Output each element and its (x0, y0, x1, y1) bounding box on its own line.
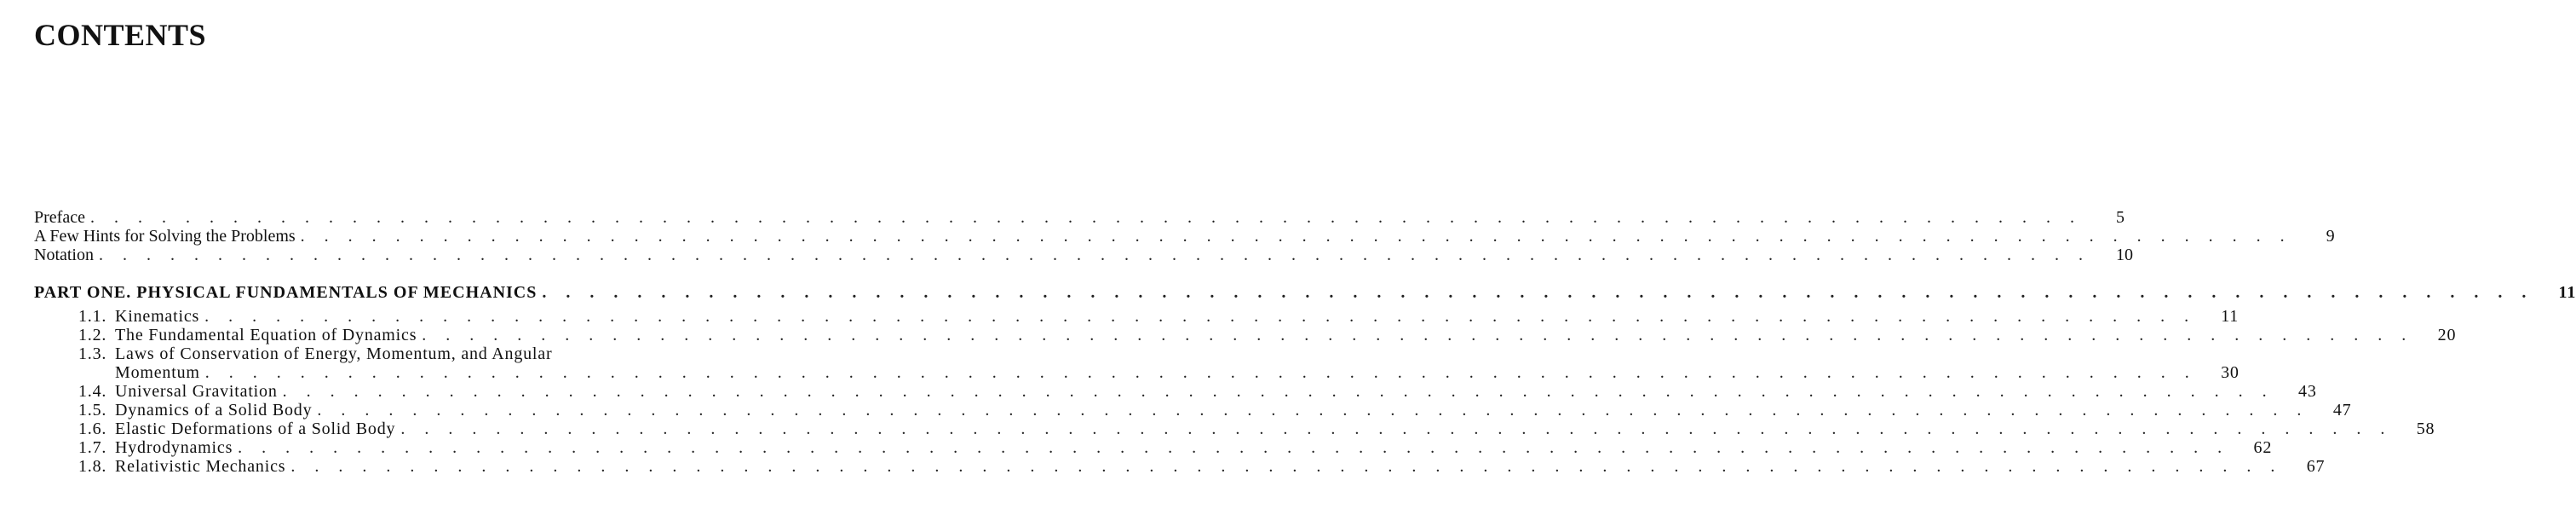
toc-page-number: 5 (2115, 208, 2125, 227)
toc-page-number: 62 (2253, 438, 2273, 457)
dot-leader: . . . . . . . . . . . . . . . . . . . . . . . . . . . . . . . . . . . . . . . . . . . . . . . . . . . . . . . . . . . . . . . . . . . . . . . . . . . . . . . . . . . . (542, 283, 2534, 302)
toc-page-number: 47 (2332, 401, 2352, 420)
dot-leader: . . . . . . . . . . . . . . . . . . . . . . . . . . . . . . . . . . . . . . . . . . . . . . . . . . . . . . . . . . . . . . . . . . . . . . . . . . . . . . . . . . . . (89, 208, 2082, 227)
toc-page-number: 11 (2221, 307, 2240, 326)
toc-entry-label: Relativistic Mechanics (115, 457, 286, 476)
toc-page-number: 30 (2221, 363, 2240, 382)
toc-page-number: 58 (2416, 420, 2435, 438)
section-number: 1.3. (78, 344, 107, 363)
toc-entry-label-continued: Momentum (115, 363, 200, 382)
dot-leader: . . . . . . . . . . . . . . . . . . . . . . . . . . . . . . . . . . . . . . . . . . . . . . . . . . . . . . . . . . . . . . . . . . . . . . . . . . . . . . . . . . . . (204, 363, 2197, 382)
toc-entry-section-1-5[interactable] (34, 401, 2352, 420)
dot-leader: . . . . . . . . . . . . . . . . . . . . . . . . . . . . . . . . . . . . . . . . . . . . . . . . . . . . . . . . . . . . . . . . . . . . . . . . . . . . . . . . . . . . (238, 438, 2230, 457)
dot-leader: . . . . . . . . . . . . . . . . . . . . . . . . . . . . . . . . . . . . . . . . . . . . . . . . . . . . . . . . . . . . . . . . . . . . . . . . . . . . . . . . . . . . (422, 326, 2414, 344)
page-title: CONTENTS (34, 18, 207, 52)
section-number: 1.5. (78, 401, 107, 420)
toc-part-label: PART ONE. PHYSICAL FUNDAMENTALS OF MECHANICS (34, 283, 538, 302)
toc-entry-label: Preface (34, 208, 85, 227)
toc-entry-preface[interactable] (34, 208, 2125, 227)
toc-entry-section-1-1[interactable] (34, 307, 2240, 326)
dot-leader: . . . . . . . . . . . . . . . . . . . . . . . . . . . . . . . . . . . . . . . . . . . . . . . . . . . . . . . . . . . . . . . . . . . . . . . . . . . . . . . . . . . . (204, 307, 2197, 326)
toc-entry-hints[interactable] (34, 227, 2335, 246)
toc-entry-section-1-3[interactable] (34, 344, 809, 363)
toc-page-number: 10 (2116, 246, 2133, 264)
section-number: 1.7. (78, 438, 107, 457)
dot-leader: . . . . . . . . . . . . . . . . . . . . . . . . . . . . . . . . . . . . . . . . . . . . . . . . . . . . . . . . . . . . . . . . . . . . . . . . . . . . . . . . . . . . (400, 420, 2393, 438)
dot-leader: . . . . . . . . . . . . . . . . . . . . . . . . . . . . . . . . . . . . . . . . . . . . . . . . . . . . . . . . . . . . . . . . . . . . . . . . . . . . . . . . . . . . (317, 401, 2309, 420)
toc-entry-label: A Few Hints for Solving the Problems (34, 227, 296, 246)
dot-leader: . . . . . . . . . . . . . . . . . . . . . . . . . . . . . . . . . . . . . . . . . . . . . . . . . . . . . . . . . . . . . . . . . . . . . . . . . . . . . . . . . . . . (282, 382, 2274, 401)
toc-entry-notation[interactable] (34, 246, 2133, 264)
toc-entry-section-1-2[interactable] (34, 326, 2457, 344)
section-number: 1.6. (78, 420, 107, 438)
toc-entry-label: Dynamics of a Solid Body (115, 401, 313, 420)
toc-entry-part-one[interactable] (34, 283, 2576, 302)
section-number: 1.8. (78, 457, 107, 476)
toc-entry-section-1-6[interactable] (34, 420, 2435, 438)
toc-page-number: 67 (2306, 457, 2326, 476)
section-number: 1.4. (78, 382, 107, 401)
toc-entry-label: The Fundamental Equation of Dynamics (115, 326, 417, 344)
table-of-contents (34, 208, 2576, 476)
toc-page-number: 11 (2558, 283, 2576, 302)
toc-page-number: 43 (2298, 382, 2317, 401)
toc-entry-label: Kinematics (115, 307, 200, 326)
toc-page-number: 9 (2326, 227, 2335, 246)
toc-entry-section-1-4[interactable] (34, 382, 2317, 401)
toc-entry-section-1-8[interactable] (34, 457, 2326, 476)
toc-page-number: 20 (2437, 326, 2457, 344)
section-number: 1.2. (78, 326, 107, 344)
dot-leader: . . . . . . . . . . . . . . . . . . . . . . . . . . . . . . . . . . . . . . . . . . . . . . . . . . . . . . . . . . . . . . . . . . . . . . . . . . . . . . . . . . . . (99, 246, 2090, 264)
toc-entry-label: Elastic Deformations of a Solid Body (115, 420, 396, 438)
toc-entry-section-1-3-continued[interactable] (34, 363, 2240, 382)
toc-entry-label: Hydrodynamics (115, 438, 233, 457)
spacer (34, 264, 809, 283)
toc-entry-label: Laws of Conservation of Energy, Momentum, and Angular (115, 344, 553, 363)
section-number: 1.1. (78, 307, 107, 326)
toc-entry-section-1-7[interactable] (34, 438, 2273, 457)
dot-leader: . . . . . . . . . . . . . . . . . . . . . . . . . . . . . . . . . . . . . . . . . . . . . . . . . . . . . . . . . . . . . . . . . . . . . . . . . . . . . . . . . . . . (290, 457, 2283, 476)
toc-entry-label: Universal Gravitation (115, 382, 278, 401)
toc-entry-label: Notation (34, 246, 94, 264)
dot-leader: . . . . . . . . . . . . . . . . . . . . . . . . . . . . . . . . . . . . . . . . . . . . . . . . . . . . . . . . . . . . . . . . . . . . . . . . . . . . . . . . . . . . (300, 227, 2292, 246)
